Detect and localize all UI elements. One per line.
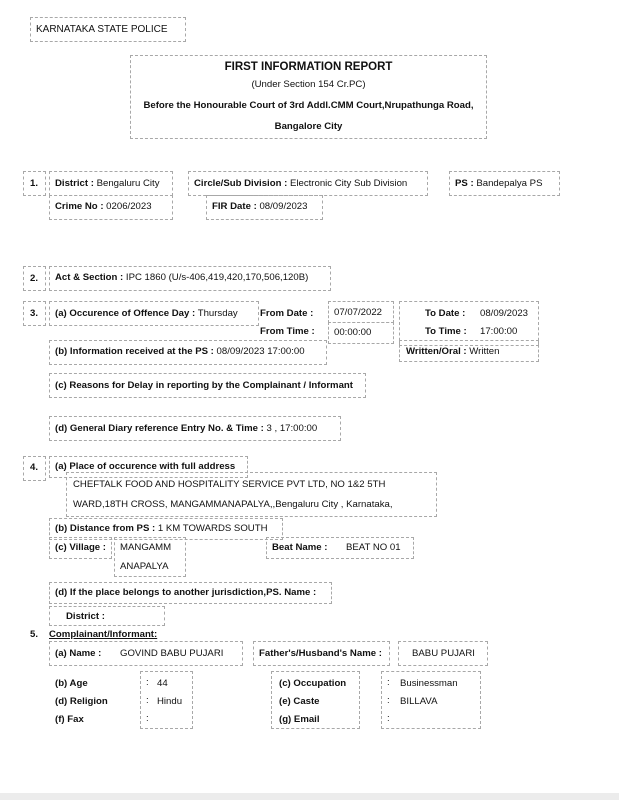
to-date-label: To Date : (425, 308, 466, 319)
court-line-2: Bangalore City (274, 121, 343, 132)
complainant-heading: Complainant/Informant: (49, 629, 158, 640)
from-time-value: 00:00:00 (334, 327, 372, 338)
fir-date-value: 08/09/2023 (256, 201, 308, 212)
circle-field (194, 178, 407, 189)
ps-label: PS : (455, 178, 474, 189)
from-time-label: From Time : (260, 326, 315, 337)
delay-label: (c) Reasons for Delay in reporting by the Complainant / Informant (55, 380, 353, 391)
distance-value: 1 KM TOWARDS SOUTH (155, 523, 268, 534)
district-value: Bengaluru City (93, 178, 160, 189)
fir-date-label: FIR Date : (212, 201, 257, 212)
from-date-value: 07/07/2022 (334, 307, 383, 318)
written-value: Written (466, 346, 500, 357)
crime-value: 0206/2023 (103, 201, 152, 212)
age-colon: : (146, 677, 149, 688)
address-line-2: WARD,18TH CROSS, MANGAMMANAPALYA,,Bengaluru City , Karnataka, (73, 499, 393, 510)
email-colon: : (387, 713, 390, 724)
fax-label: (f) Fax (55, 714, 84, 725)
religion-value: Hindu (157, 696, 183, 707)
occurence-value: Thursday (195, 308, 238, 319)
info-received-label: (b) Information received at the PS : (55, 346, 214, 357)
beat-value: BEAT NO 01 (346, 542, 401, 553)
ps-field (455, 178, 542, 189)
district-label: District : (55, 178, 94, 189)
occupation-value: Businessman (400, 678, 458, 689)
village-line-2: ANAPALYA (120, 561, 169, 572)
caste-label: (e) Caste (279, 696, 320, 707)
fax-colon: : (146, 713, 149, 724)
diary-value: 3 , 17:00:00 (263, 423, 318, 434)
agency-name: KARNATAKA STATE POLICE (36, 24, 168, 35)
village-label: (c) Village : (55, 542, 107, 553)
name-value: GOVIND BABU PUJARI (120, 648, 224, 659)
written-field (406, 346, 499, 357)
ps-value: Bandepalya PS (473, 178, 543, 189)
age-value: 44 (157, 678, 168, 689)
address-line-1: CHEFTALK FOOD AND HOSPITALITY SERVICE PVT LTD, NO 1&2 5TH (73, 479, 386, 490)
info-received-value: 08/09/2023 17:00:00 (213, 346, 305, 357)
crime-label: Crime No : (55, 201, 104, 212)
s1-number: 1. (30, 178, 39, 189)
to-date-value: 08/09/2023 (480, 308, 529, 319)
religion-label: (d) Religion (55, 696, 108, 707)
s2-number: 2. (30, 273, 39, 284)
age-label: (b) Age (55, 678, 88, 689)
village-line-1: MANGAMM (120, 542, 172, 553)
place-label: (a) Place of occurence with full address (55, 461, 236, 472)
s5-number: 5. (30, 629, 39, 640)
father-label: Father's/Husband's Name : (259, 648, 382, 659)
distance-field (55, 523, 268, 534)
circle-value: Electronic City Sub Division (287, 178, 408, 189)
occurence-field (55, 308, 238, 319)
fir-date-field (212, 201, 307, 212)
diary-field (55, 423, 317, 434)
beat-label: Beat Name : (272, 542, 328, 553)
report-title: FIRST INFORMATION REPORT (224, 61, 393, 73)
email-label: (g) Email (279, 714, 320, 725)
father-value: BABU PUJARI (412, 648, 475, 659)
occupation-label: (c) Occupation (279, 678, 347, 689)
to-time-value: 17:00:00 (480, 326, 518, 337)
act-value: IPC 1860 (U/s-406,419,420,170,506,120B) (123, 272, 309, 283)
written-label: Written/Oral : (406, 346, 467, 357)
jurisdiction-label: (d) If the place belongs to another jurisdiction,PS. Name : (55, 587, 317, 598)
act-field (55, 272, 308, 283)
page-footer-bar (0, 793, 619, 800)
from-date-label: From Date : (260, 308, 314, 319)
report-subtitle: (Under Section 154 Cr.PC) (251, 79, 366, 90)
act-label: Act & Section : (55, 272, 124, 283)
circle-label: Circle/Sub Division : (194, 178, 288, 189)
to-time-label: To Time : (425, 326, 467, 337)
s3-number: 3. (30, 308, 39, 319)
district-field (55, 178, 160, 189)
diary-label: (d) General Diary reference Entry No. & Time : (55, 423, 264, 434)
occurence-label: (a) Occurence of Offence Day : (55, 308, 196, 319)
distance-label: (b) Distance from PS : (55, 523, 156, 534)
court-line-1: Before the Honourable Court of 3rd Addl.CMM Court,Nrupathunga Road, (143, 100, 474, 111)
crime-field (55, 201, 152, 212)
s4-number: 4. (30, 462, 39, 473)
occupation-colon: : (387, 677, 390, 688)
district-4-label: District : (66, 611, 105, 622)
caste-colon: : (387, 695, 390, 706)
religion-colon: : (146, 695, 149, 706)
name-label: (a) Name : (55, 648, 102, 659)
caste-value: BILLAVA (400, 696, 438, 707)
info-received-field (55, 346, 305, 357)
